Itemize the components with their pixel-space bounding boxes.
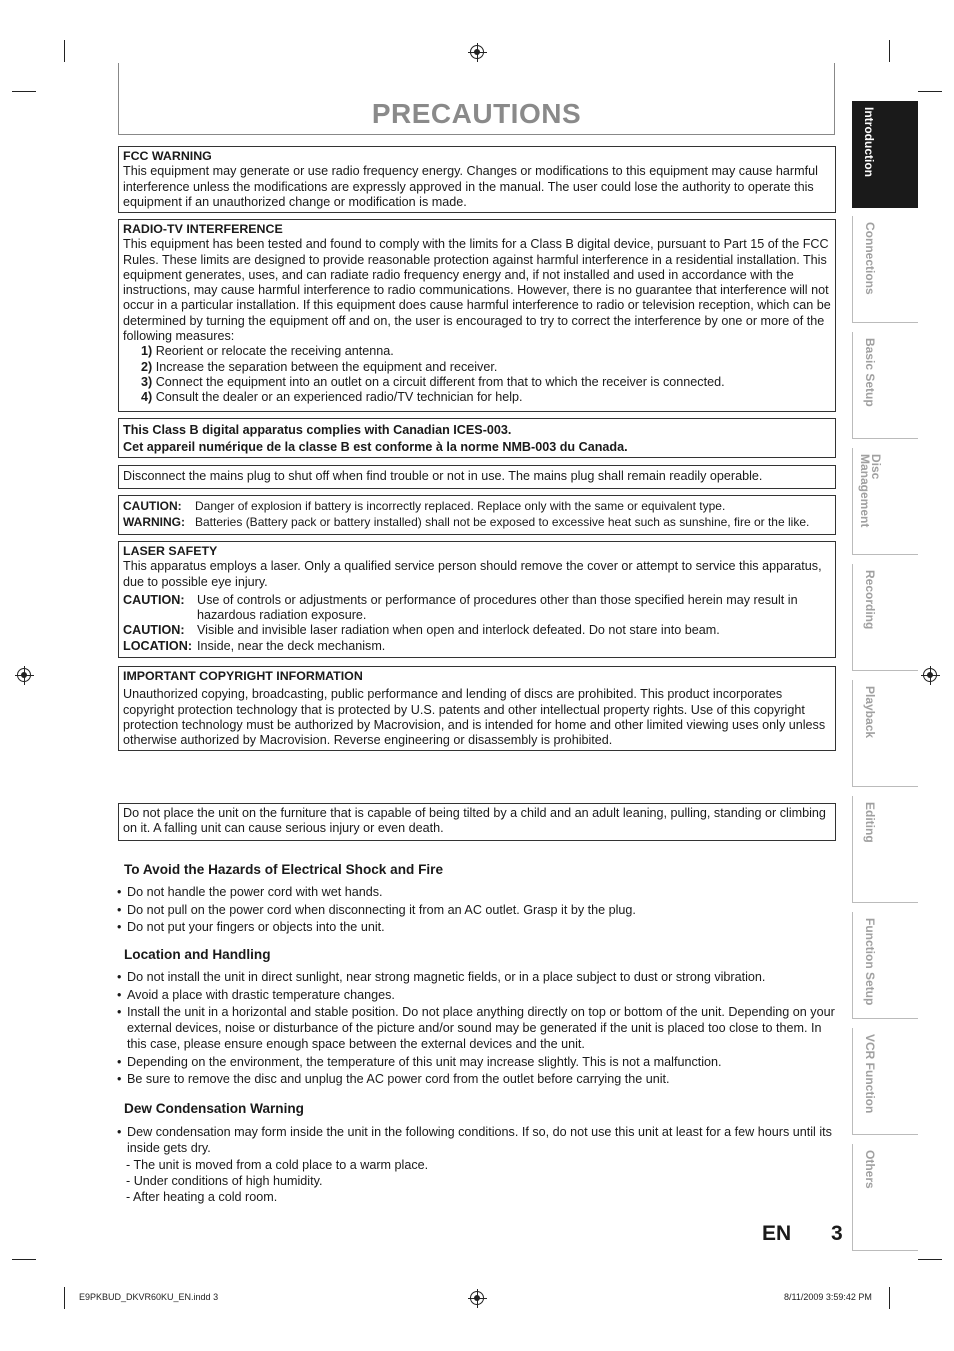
list-item: • Do not pull on the power cord when disconnecting it from an AC outlet. Grasp it by the plug. (116, 902, 838, 918)
canada-compliance-fr: Cet appareil numérique de la classe B est conforme à la norme NMB-003 du Canada. (123, 440, 628, 454)
caution-label: CAUTION: (123, 623, 185, 638)
warning-label: WARNING: (123, 514, 185, 529)
footer-file-name: E9PKBUD_DKVR60KU_EN.indd 3 (79, 1292, 219, 1302)
list-item: • Dew condensation may form inside the unit in the following conditions. If so, do not use this unit at least for a few hours until its inside gets dry. (116, 1124, 838, 1156)
crop-mark (64, 1287, 65, 1309)
registration-mark-icon (923, 668, 937, 682)
registration-mark-icon (470, 1291, 484, 1305)
list-item: • Do not handle the power cord with wet hands. (116, 884, 838, 900)
list-item: - After heating a cold room. (126, 1190, 278, 1204)
location-label: LOCATION: (123, 638, 193, 653)
measure-item: 3) Connect the equipment into an outlet on a circuit different from that to which the receiver is connected. (141, 374, 725, 389)
crop-mark (12, 91, 36, 92)
electrical-heading: To Avoid the Hazards of Electrical Shock and Fire (124, 862, 444, 877)
copyright-heading: IMPORTANT COPYRIGHT INFORMATION (123, 669, 363, 683)
laser-caution-text: Visible and invisible laser radiation when open and interlock defeated. Do not stare into beam. (197, 623, 720, 638)
crop-mark (889, 1287, 890, 1309)
fcc-warning-box (118, 146, 836, 213)
canada-compliance-box (118, 418, 836, 458)
battery-caution-box (118, 495, 836, 535)
laser-safety-heading: LASER SAFETY (123, 544, 218, 558)
fcc-warning-heading: FCC WARNING (123, 149, 212, 163)
list-item: • Be sure to remove the disc and unplug the AC power cord from the outlet before carrying the unit. (116, 1071, 838, 1087)
tab-others[interactable]: Others (852, 1144, 918, 1251)
caution-label: CAUTION: (123, 499, 182, 513)
canada-compliance-en: This Class B digital apparatus complies with Canadian ICES-003. (123, 423, 512, 437)
laser-location-text: Inside, near the deck mechanism. (197, 638, 386, 653)
tab-playback[interactable]: Playback (852, 680, 918, 787)
crop-mark (918, 1259, 942, 1260)
location-list (116, 969, 838, 1089)
radio-tv-text: This equipment has been tested and found to comply with the limits for a Class B digital device, pursuant to Part 15 of the FCC Rules. These limits are designed to provide reasonable protection against harmful interference in a residential installation. This equipment generates, uses, and can radiate radio frequency energy and, if not installed and used in accordance with the instructions, may cause harmful interference to radio communications. However, there is no guarantee that interference will not occur in a particular installation. If this equipment does cause harmful interference to radio or television reception, which can be determined by turning the equipment off and on, the user is encouraged to try to correct the interference by one or more of the following measures: (123, 237, 831, 344)
measure-item: 1) Reorient or relocate the receiving antenna. (141, 344, 394, 359)
tab-introduction[interactable]: Introduction (852, 101, 918, 208)
tilt-warning-box (118, 803, 836, 841)
dew-conditions-list (126, 1157, 428, 1205)
tab-disc-management[interactable]: Disc Management (852, 448, 918, 555)
tilt-warning-text: Do not place the unit on the furniture that is capable of being tilted by a child and an adult leaning, pulling, standing or climbing on it. A falling unit can cause serious injury or even death. (123, 806, 826, 836)
list-item: • Avoid a place with drastic temperature changes. (116, 987, 838, 1003)
tab-basic-setup[interactable]: Basic Setup (852, 332, 918, 439)
crop-mark (918, 91, 942, 92)
language-code: EN (762, 1222, 792, 1245)
caution-label: CAUTION: (123, 592, 185, 607)
electrical-list (116, 884, 838, 937)
mains-plug-box (118, 465, 836, 489)
list-item: - Under conditions of high humidity. (126, 1174, 323, 1188)
radio-tv-interference-box (118, 219, 836, 412)
mains-plug-text: Disconnect the mains plug to shut off when find trouble or not in use. The mains plug shall remain readily operable. (123, 469, 763, 483)
fcc-warning-text: This equipment may generate or use radio frequency energy. Changes or modifications to this equipment may cause harmful interference unless the modifications are expressly approved in the manual. The user could lose the authority to operate this equipment if an unauthorized change or modification is made. (123, 164, 818, 209)
list-item: • Do not install the unit in direct sunlight, near strong magnetic fields, or in a place subject to dust or strong vibration. (116, 969, 838, 985)
copyright-info-box (118, 666, 836, 751)
page-number: 3 (831, 1222, 843, 1245)
laser-safety-box (118, 541, 836, 658)
crop-mark (889, 40, 890, 62)
tab-editing[interactable]: Editing (852, 796, 918, 903)
crop-mark (64, 40, 65, 62)
list-item: • Install the unit in a horizontal and stable position. Do not place anything directly on top or bottom of the unit. Depending on your external devices, noise or disturbance of the picture and/or sound may be generated if the unit is placed too close to them. In this case, please ensure enough space between the external devices and the unit. (116, 1004, 838, 1052)
tab-recording[interactable]: Recording (852, 564, 918, 671)
crop-mark (12, 1259, 36, 1260)
tab-function-setup[interactable]: Function Setup (852, 912, 918, 1019)
laser-caution-text: Use of controls or adjustments or performance of procedures other than those specified herein may result in hazardous radiation exposure. (197, 592, 798, 623)
radio-tv-heading: RADIO-TV INTERFERENCE (123, 222, 283, 236)
dew-heading: Dew Condensation Warning (124, 1101, 304, 1116)
location-heading: Location and Handling (124, 947, 271, 962)
dew-list (116, 1124, 838, 1158)
footer-timestamp: 8/11/2009 3:59:42 PM (784, 1292, 872, 1302)
measure-item: 2) Increase the separation between the equipment and receiver. (141, 359, 498, 374)
measure-item: 4) Consult the dealer or an experienced radio/TV technician for help. (141, 390, 523, 405)
tab-vcr-function[interactable]: VCR Function (852, 1028, 918, 1135)
copyright-text: Unauthorized copying, broadcasting, public performance and lending of discs are prohibited. This product incorporates copyright protection technology that is protected by U.S. patents and other intellectual property rights. Use of this copyright protection technology must be authorized by Macrovision, and is intended for home and other limited viewing uses only unless otherwise authorized by Macrovision. Reverse engineering or disassembly is prohibited. (123, 687, 826, 748)
page-title: PRECAUTIONS (371, 98, 582, 129)
laser-safety-text: This apparatus employs a laser. Only a qualified service person should remove the cover or attempt to service this apparatus, due to possible eye injury. (123, 559, 822, 589)
battery-caution-text: Danger of explosion if battery is incorrectly replaced. Replace only with the same or equivalent type. (195, 499, 726, 513)
list-item: - The unit is moved from a cold place to a warm place. (126, 1158, 429, 1172)
list-item: • Do not put your fingers or objects into the unit. (116, 919, 838, 935)
registration-mark-icon (17, 668, 31, 682)
battery-warning-text: Batteries (Battery pack or battery installed) shall not be exposed to excessive heat such as sunshine, fire or the like. (195, 514, 810, 529)
tab-connections[interactable]: Connections (852, 216, 918, 323)
list-item: • Depending on the environment, the temperature of this unit may increase slightly. This is not a malfunction. (116, 1054, 838, 1070)
registration-mark-icon (470, 45, 484, 59)
